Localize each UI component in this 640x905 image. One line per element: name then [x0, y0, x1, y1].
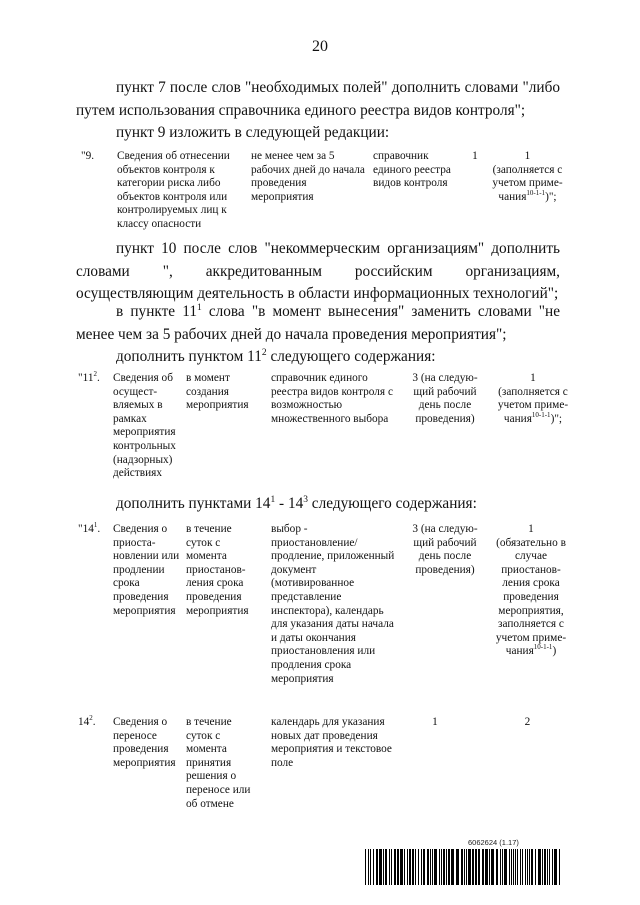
- cell-count: 3 (на следую-щий рабочий день после проведения): [412, 523, 478, 576]
- cell-info: Сведения об осущест-вляемых в рамках мероприятия контрольных (надзорных) действиях: [113, 372, 176, 480]
- cell-info: Сведения о приоста-новлении или продлении срока проведения мероприятия: [113, 523, 180, 617]
- page-number: 20: [312, 38, 328, 55]
- cell-deadline: в течение суток с момента принятия решения о переносе или об отмене: [186, 716, 251, 810]
- cell-note: 2: [524, 716, 531, 728]
- row-number: "$14^1$.: [78, 521, 101, 535]
- barcode-number: 6062624 (1.17): [468, 838, 519, 847]
- cell-count: 1: [472, 150, 478, 162]
- note-footnote: чания$^{10-1-1}$)";: [498, 189, 557, 203]
- cell-source: календарь для указания новых дат проведения мероприятия и текстовое поле: [271, 716, 392, 769]
- row-number: "$11^2$.: [78, 370, 100, 384]
- cell-deadline: не менее чем за 5 рабочих дней до начала проведения мероприятия: [251, 150, 365, 203]
- paragraph-item-11-1: в пункте $11^1$ слова "в момент вынесения" заменить словами "не менее чем за 5 рабочих дней до начала проведения мероприятия";: [76, 302, 561, 343]
- note-footnote: чания$^{10-1-1}$)";: [503, 411, 563, 425]
- paragraph-item-7: [76, 77, 560, 122]
- note-text: (обязательно в случае приостанов-ления срока проведения мероприятия, заполняется с учетом приме-: [495, 536, 567, 644]
- note-footnote: чания$^{10-1-1}$): [505, 643, 557, 658]
- note-value: 1: [530, 372, 536, 384]
- row-number: "9.: [81, 150, 95, 162]
- cell-count: 1: [432, 716, 438, 728]
- note-value: 1: [524, 150, 531, 162]
- paragraph-item-9: [76, 122, 560, 145]
- note-text: (заполняется с учетом приме-: [497, 385, 569, 412]
- paragraph-add-14: дополнить пунктами $14^1 - 14^3$ следующего содержания:: [116, 494, 477, 512]
- cell-info: Сведения о переносе проведения мероприятия: [113, 716, 176, 769]
- cell-source: справочник единого реестра видов контроля: [373, 150, 451, 190]
- paragraph-text: пункт 9 изложить в следующей редакции:: [116, 124, 390, 141]
- cell-note: [480, 150, 575, 204]
- cell-source: справочник единого реестра видов контроля с возможностью множественного выбора: [271, 372, 393, 425]
- cell-note: [488, 372, 578, 426]
- note-text: (заполняется с учетом приме-: [492, 163, 563, 190]
- cell-note: [490, 523, 572, 659]
- cell-deadline: в течение суток с момента приостанов-ления срока проведения мероприятия: [186, 523, 249, 617]
- paragraph-add-11-2: дополнить пунктом $11^2$ следующего содержания:: [116, 347, 436, 365]
- paragraph-item-10: [76, 238, 560, 306]
- cell-count: 3 (на следую-щий рабочий день после проведения): [412, 372, 478, 425]
- cell-info: Сведения об отнесении объектов контроля к категории риска либо объектов контроля или контролируемых лиц к классу опасности: [117, 150, 230, 230]
- cell-deadline: в момент создания мероприятия: [186, 372, 249, 412]
- paragraph-text: пункт 7 после слов "необходимых полей" дополнить словами "либо путем использования справочника единого реестра видов контроля";: [76, 79, 560, 119]
- row-number: $14^2$.: [78, 714, 96, 728]
- note-value: 1: [528, 523, 534, 535]
- cell-source: выбор - приостановление/ продление, приложенный документ (мотивированное представление инспектора), календарь для указания даты начала и даты окончания приостановления или продления срока мероприятия: [271, 523, 395, 685]
- barcode-icon: [365, 849, 563, 885]
- paragraph-text: пункт 10 после слов "некоммерческим организациям" дополнить словами ", аккредитованным российским организациям, осуществляющим деятельность в области информационных технологий";: [76, 240, 560, 302]
